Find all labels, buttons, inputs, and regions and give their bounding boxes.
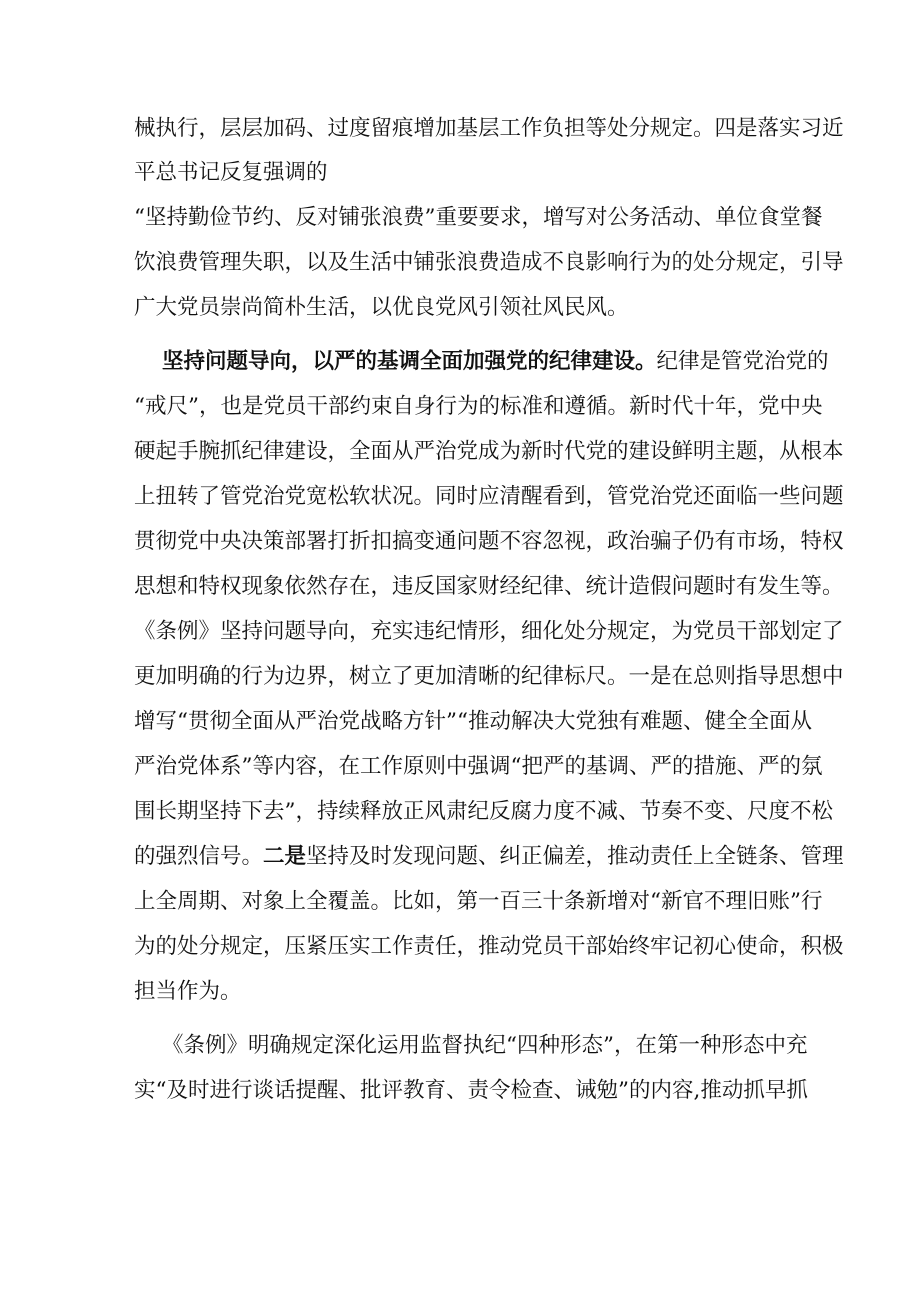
- text-line: 《条例》明确规定深化运用监督执纪“四种形态”，在第一种形态中充: [162, 1033, 808, 1058]
- text-line-with-emphasis: [134, 844, 844, 870]
- text-line: 平总书记反复强调的: [134, 160, 328, 185]
- text-line: “戒尺”，也是党员干部约束自身行为的标准和遵循。新时代十年，党中央: [134, 394, 823, 419]
- text-span: 纪律是管党治党的: [656, 349, 829, 374]
- text-line: 严治党体系”等内容，在工作原则中强调“把严的基调、严的措施、严的氛: [134, 754, 823, 779]
- text-line: 广大党员崇尚简朴生活，以优良党风引领社风民风。: [134, 295, 629, 320]
- paragraph-heading: 坚持问题导向，以严的基调全面加强党的纪律建设。: [162, 349, 657, 374]
- text-line: 《条例》坚持问题导向，充实违纪情形，细化处分规定，为党员干部划定了: [134, 619, 844, 644]
- text-line: “坚持勤俭节约、反对铺张浪费”重要要求，增写对公务活动、单位食堂餐: [134, 205, 823, 230]
- text-line: 上扭转了管党治党宽松软状况。同时应清醒看到，管党治党还面临一些问题: [134, 484, 844, 509]
- text-line: 围长期坚持下去”，持续释放正风肃纪反腐力度不减、节奏不变、尺度不松: [134, 799, 833, 824]
- text-line: 上全周期、对象上全覆盖。比如，第一百三十条新增对“新官不理旧账”行: [134, 889, 823, 914]
- text-line: 贯彻党中央决策部署打折扣搞变通问题不容忽视，政治骗子仍有市场，特权: [134, 529, 844, 554]
- text-line: 更加明确的行为边界，树立了更加清晰的纪律标尺。一是在总则指导思想中: [134, 664, 844, 689]
- text-line: 增写“贯彻全面从严治党战略方针”“推动解决大党独有难题、健全全面从: [134, 709, 812, 734]
- text-line: 械执行，层层加码、过度留痕增加基层工作负担等处分规定。四是落实习近: [134, 116, 844, 141]
- text-span: 坚持及时发现问题、纠正偏差，推动责任上全链条、管理: [306, 844, 844, 869]
- text-line: 为的处分规定，压紧压实工作责任，推动党员干部始终牢记初心使命，积极: [134, 934, 844, 959]
- text-line: 实“及时进行谈话提醒、批评教育、责令检查、诫勉”的内容,推动抓早抓: [134, 1078, 808, 1103]
- emphasis-word: 二是: [263, 844, 307, 869]
- text-line: 硬起手腕抓纪律建设，全面从严治党成为新时代党的建设鲜明主题，从根本: [134, 439, 844, 464]
- text-span: 的强烈信号。: [134, 844, 264, 869]
- paragraph-first-line: [162, 349, 829, 375]
- text-line: 担当作为。: [134, 979, 242, 1004]
- text-line: 思想和特权现象依然存在，违反国家财经纪律、统计造假问题时有发生等。: [134, 574, 844, 599]
- text-line: 饮浪费管理失职，以及生活中铺张浪费造成不良影响行为的处分规定，引导: [134, 250, 844, 275]
